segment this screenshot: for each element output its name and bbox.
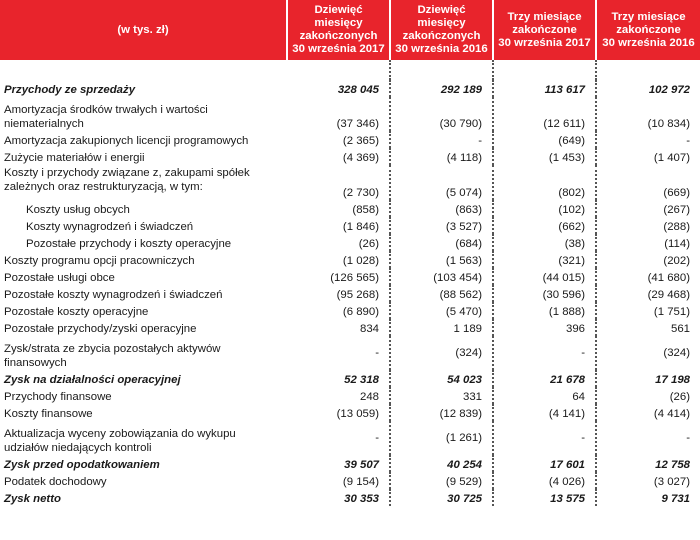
value-cell: (41 680) bbox=[647, 272, 690, 284]
value-cell: (858) bbox=[287, 200, 390, 217]
value-cell: (1 261) bbox=[390, 421, 493, 455]
row-label: Zysk netto bbox=[4, 493, 61, 505]
value-cell: (669) bbox=[663, 187, 690, 199]
value-cell: (2 730) bbox=[287, 165, 390, 200]
value-cell: (4 118) bbox=[390, 148, 493, 165]
row-stock-options bbox=[0, 251, 700, 268]
value-cell: (321) bbox=[493, 251, 596, 268]
value-cell: (1 453) bbox=[493, 148, 596, 165]
row-disposal-gain-loss bbox=[0, 336, 700, 370]
row-salaries-sub bbox=[0, 217, 700, 234]
value-cell: 13 575 bbox=[493, 489, 596, 506]
row-label: Pozostałe usługi obce bbox=[4, 272, 115, 284]
row-label: Pozostałe przychody i koszty operacyjne bbox=[26, 238, 232, 250]
row-label: Przychody ze sprzedaży bbox=[4, 84, 136, 96]
row-other-salaries bbox=[0, 285, 700, 302]
value-cell: (684) bbox=[390, 234, 493, 251]
value-cell: 12 758 bbox=[655, 459, 690, 471]
value-cell: (5 074) bbox=[390, 165, 493, 200]
value-cell: (4 141) bbox=[493, 404, 596, 421]
value-cell: (1 563) bbox=[390, 251, 493, 268]
row-other-operating-income bbox=[0, 319, 700, 336]
value-cell: 1 189 bbox=[390, 319, 493, 336]
value-cell: 17 601 bbox=[493, 455, 596, 472]
value-cell: (10 834) bbox=[647, 118, 690, 130]
value-cell: 113 617 bbox=[493, 80, 596, 97]
value-cell: - bbox=[493, 421, 596, 455]
value-cell: (29 468) bbox=[647, 289, 690, 301]
row-label: Koszty usług obcych bbox=[26, 204, 130, 216]
value-cell: (26) bbox=[287, 234, 390, 251]
value-cell: 834 bbox=[287, 319, 390, 336]
unit-label: (w tys. zł) bbox=[0, 0, 287, 60]
row-liability-revaluation bbox=[0, 421, 700, 455]
value-cell: (649) bbox=[493, 131, 596, 148]
value-cell: 248 bbox=[287, 387, 390, 404]
value-cell: - bbox=[287, 421, 390, 455]
value-cell: 17 198 bbox=[655, 374, 690, 386]
value-cell: 292 189 bbox=[390, 80, 493, 97]
value-cell: (2 365) bbox=[287, 131, 390, 148]
value-cell: - bbox=[493, 336, 596, 370]
value-cell: (126 565) bbox=[287, 268, 390, 285]
value-cell: 30 353 bbox=[287, 489, 390, 506]
value-cell: (863) bbox=[390, 200, 493, 217]
value-cell: (1 751) bbox=[653, 306, 690, 318]
value-cell: (102) bbox=[493, 200, 596, 217]
row-other-operating-sub bbox=[0, 234, 700, 251]
value-cell: (9 529) bbox=[390, 472, 493, 489]
value-cell: 54 023 bbox=[390, 370, 493, 387]
value-cell: 40 254 bbox=[390, 455, 493, 472]
row-financial-costs bbox=[0, 404, 700, 421]
value-cell: 9 731 bbox=[661, 493, 690, 505]
row-label: Amortyzacja zakupionych licencji programowych bbox=[4, 135, 249, 147]
value-cell: (30 596) bbox=[493, 285, 596, 302]
value-cell: (1 407) bbox=[653, 152, 690, 164]
value-cell: (5 470) bbox=[390, 302, 493, 319]
value-cell: (37 346) bbox=[287, 97, 390, 131]
row-label: Pozostałe przychody/zyski operacyjne bbox=[4, 323, 197, 335]
value-cell: (1 888) bbox=[493, 302, 596, 319]
value-cell: (3 027) bbox=[653, 476, 690, 488]
row-revenue bbox=[0, 80, 700, 97]
row-materials bbox=[0, 148, 700, 165]
value-cell: (30 790) bbox=[390, 97, 493, 131]
row-label: Zysk na działalności operacyjnej bbox=[4, 374, 181, 386]
row-license-amortization bbox=[0, 131, 700, 148]
value-cell: - bbox=[390, 131, 493, 148]
row-operating-profit bbox=[0, 370, 700, 387]
column-header-3m-2017: Trzy miesiące zakończone 30 września 2017 bbox=[493, 0, 596, 60]
row-label: Koszty wynagrodzeń i świadczeń bbox=[26, 221, 194, 233]
column-header-9m-2017: Dziewięć miesięcy zakończonych 30 września 2017 bbox=[287, 0, 390, 60]
row-income-tax bbox=[0, 472, 700, 489]
row-label: Zużycie materiałów i energii bbox=[4, 152, 145, 164]
value-cell: (202) bbox=[663, 255, 690, 267]
value-cell: (38) bbox=[493, 234, 596, 251]
value-cell: (12 611) bbox=[493, 97, 596, 131]
row-other-external-services bbox=[0, 268, 700, 285]
value-cell: (288) bbox=[663, 221, 690, 233]
value-cell: (9 154) bbox=[287, 472, 390, 489]
row-acquisition-costs bbox=[0, 165, 700, 200]
value-cell: 328 045 bbox=[287, 80, 390, 97]
value-cell: (12 839) bbox=[390, 404, 493, 421]
value-cell: (4 026) bbox=[493, 472, 596, 489]
row-label: Pozostałe koszty operacyjne bbox=[4, 306, 149, 318]
row-depreciation bbox=[0, 97, 700, 131]
row-label: Podatek dochodowy bbox=[4, 476, 107, 488]
row-label: Koszty programu opcji pracowniczych bbox=[4, 255, 195, 267]
row-label: Amortyzacja środków trwałych i wartości niematerialnych bbox=[4, 104, 208, 130]
value-cell: - bbox=[287, 336, 390, 370]
value-cell: (4 369) bbox=[287, 148, 390, 165]
value-cell: (4 414) bbox=[653, 408, 690, 420]
value-cell: (1 846) bbox=[287, 217, 390, 234]
row-label: Zysk/strata ze zbycia pozostałych aktywów finansowych bbox=[4, 343, 221, 369]
value-cell: 331 bbox=[390, 387, 493, 404]
value-cell: (114) bbox=[664, 238, 690, 250]
row-label: Koszty i przychody związane z, zakupami spółek zależnych oraz restrukturyzacją, w tym: bbox=[4, 167, 250, 193]
row-label: Koszty finansowe bbox=[4, 408, 93, 420]
row-label: Pozostałe koszty wynagrodzeń i świadczeń bbox=[4, 289, 223, 301]
row-profit-before-tax bbox=[0, 455, 700, 472]
value-cell: - bbox=[686, 432, 690, 444]
value-cell: 561 bbox=[670, 323, 690, 335]
row-label: Przychody finansowe bbox=[4, 391, 112, 403]
value-cell: 21 678 bbox=[493, 370, 596, 387]
value-cell: (103 454) bbox=[390, 268, 493, 285]
value-cell: (6 890) bbox=[287, 302, 390, 319]
row-external-services-sub bbox=[0, 200, 700, 217]
value-cell: (1 028) bbox=[287, 251, 390, 268]
row-other-operating-costs bbox=[0, 302, 700, 319]
value-cell: (662) bbox=[493, 217, 596, 234]
row-label: Aktualizacja wyceny zobowiązania do wykupu udziałów niedających kontroli bbox=[4, 428, 236, 454]
value-cell: (324) bbox=[663, 347, 690, 359]
header-row bbox=[0, 0, 700, 60]
value-cell: 39 507 bbox=[287, 455, 390, 472]
value-cell: 102 972 bbox=[648, 84, 690, 96]
column-header-3m-2016: Trzy miesiące zakończone 30 września 2016 bbox=[596, 0, 700, 60]
row-net-profit bbox=[0, 489, 700, 506]
value-cell: (95 268) bbox=[287, 285, 390, 302]
value-cell: 64 bbox=[493, 387, 596, 404]
value-cell: 52 318 bbox=[287, 370, 390, 387]
row-financial-income bbox=[0, 387, 700, 404]
value-cell: 396 bbox=[493, 319, 596, 336]
value-cell: (802) bbox=[493, 165, 596, 200]
value-cell: - bbox=[686, 135, 690, 147]
value-cell: (13 059) bbox=[287, 404, 390, 421]
value-cell: (324) bbox=[390, 336, 493, 370]
value-cell: (267) bbox=[663, 204, 690, 216]
value-cell: (3 527) bbox=[390, 217, 493, 234]
value-cell: (26) bbox=[669, 391, 690, 403]
value-cell: 30 725 bbox=[390, 489, 493, 506]
column-header-9m-2016: Dziewięć miesięcy zakończonych 30 września 2016 bbox=[390, 0, 493, 60]
value-cell: (88 562) bbox=[390, 285, 493, 302]
row-label: Zysk przed opodatkowaniem bbox=[4, 459, 160, 471]
value-cell: (44 015) bbox=[493, 268, 596, 285]
